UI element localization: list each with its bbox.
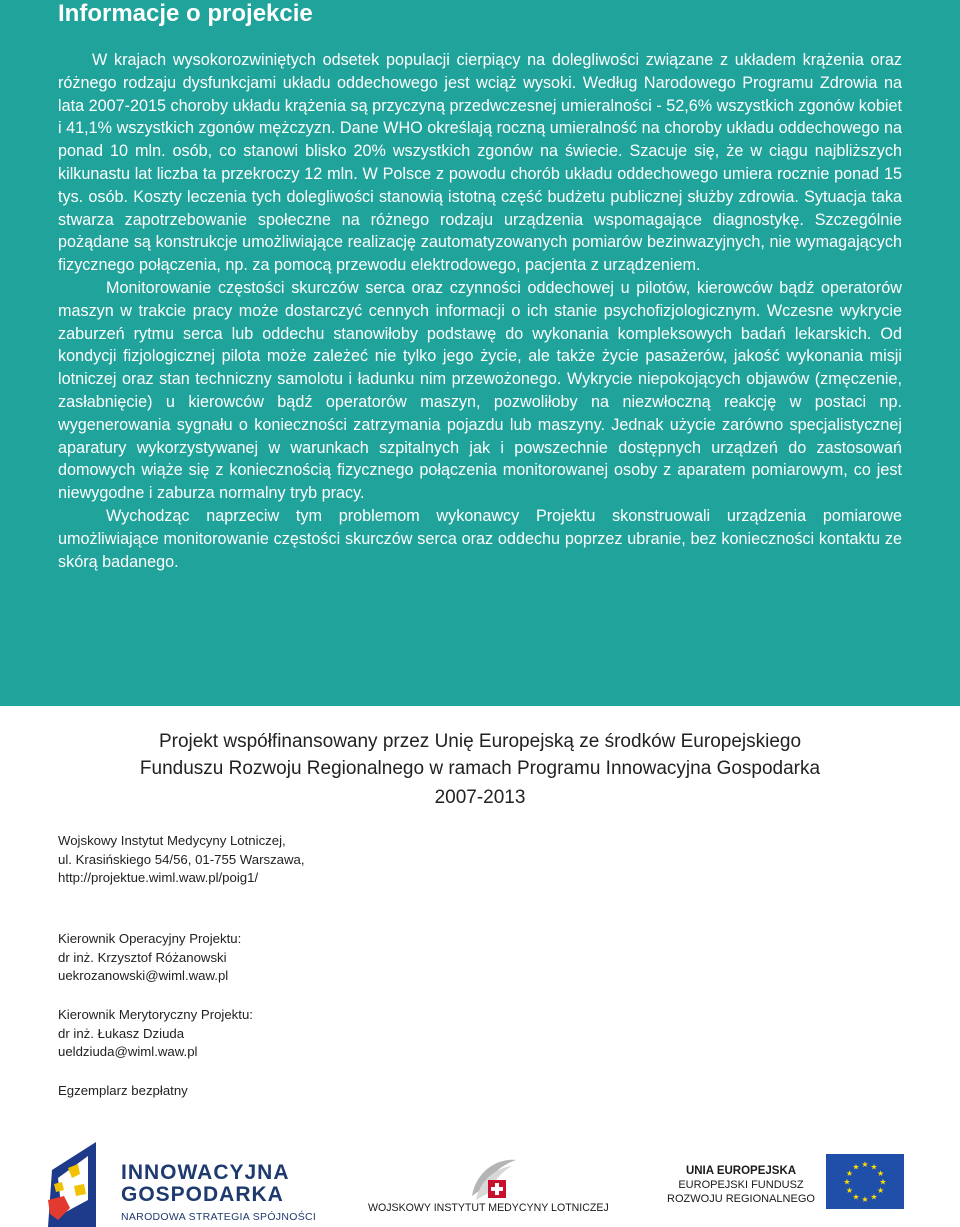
eu-label: [662, 1164, 820, 1206]
svg-text:★: ★: [870, 1192, 878, 1202]
institution-address: ul. Krasińskiego 54/56, 01-755 Warszawa,: [58, 851, 305, 867]
svg-text:★: ★: [852, 1162, 860, 1172]
eu-line-3: ROZWOJU REGIONALNEGO: [667, 1193, 815, 1205]
svg-text:★: ★: [861, 1195, 869, 1204]
operational-manager-block: [58, 930, 241, 986]
cofinancing-years: 2007-2013: [434, 787, 526, 808]
scientific-manager-role: Kierownik Merytoryczny Projektu:: [58, 1007, 253, 1022]
svg-text:★: ★: [877, 1168, 885, 1178]
eu-line-2: EUROPEJSKI FUNDUSZ: [678, 1179, 804, 1191]
cofinancing-line-1: Projekt współfinansowany przez Unię Europejską ze środków Europejskiego: [158, 731, 802, 752]
institution-url[interactable]: http://projektue.wiml.waw.pl/poig1/: [58, 870, 259, 886]
operational-manager-name: dr inż. Krzysztof Różanowski: [58, 949, 227, 965]
scientific-manager-email[interactable]: ueldziuda@wiml.waw.pl: [58, 1044, 198, 1060]
svg-text:★: ★: [852, 1192, 860, 1202]
innowacyjna-gospodarka-wordmark: [121, 1162, 316, 1224]
ig-line-3: NARODOWA STRATEGIA SPÓJNOŚCI: [121, 1211, 317, 1223]
ig-line-2: GOSPODARKA: [121, 1183, 284, 1206]
operational-manager-role: Kierownik Operacyjny Projektu:: [58, 931, 242, 946]
eu-flag-icon: [826, 1154, 904, 1209]
institution-name: Wojskowy Instytut Medycyny Lotniczej,: [58, 833, 286, 848]
svg-text:★: ★: [879, 1177, 887, 1187]
svg-text:★: ★: [870, 1162, 878, 1172]
wiml-caption: WOJSKOWY INSTYTUT MEDYCYNY LOTNICZEJ: [368, 1202, 609, 1214]
scientific-manager-block: [58, 1006, 253, 1062]
paragraph-1: W krajach wysokorozwiniętych odsetek populacji cierpiący na dolegliwości związane z układem krążenia oraz różnego rodzaju dysfunkcjami układu oddechowego jest wciąż wysoki. Według Narodowego Programu Zdrowia na lata 2007-2015 choroby układu krążenia są przyczyną przedwczesnej umieralności - 52,6% wszystkich zgonów kobiet i 41,1% wszystkich zgonów mężczyzn. Dane WHO określają roczną umieralność na choroby układu oddechowego na ponad 10 mln. osób, co stanowi blisko 20% wszystkich zgonów na świecie. Szacuje się, że w ciągu najbliższych kilkunastu lat liczba ta przekroczy 12 mln. W Polsce z powodu chorób układu oddechowego umiera rocznie ponad 15 tys. osób. Koszty leczenia tych dolegliwości stanowią istotną część budżetu publicznej służby zdrowia. Sytuacja taka stwarza zapotrzebowanie społeczne na różnego rodzaju urządzenia wspomagające diagnostykę. Szczególnie pożądane są konstrukcje umożliwiające realizację zautomatyzowanych pomiarów bezinwazyjnych, nie wymagających fizycznego połączenia, np. za pomocą przewodu elektrodowego, pacjenta z urządzeniem.: [58, 51, 902, 275]
svg-text:★: ★: [843, 1177, 851, 1187]
free-copy-note: [58, 1082, 188, 1101]
operational-manager-email[interactable]: uekrozanowski@wiml.waw.pl: [58, 968, 229, 984]
eu-line-1: UNIA EUROPEJSKA: [685, 1165, 797, 1177]
cofinancing-line-2: Funduszu Rozwoju Regionalnego w ramach Programu Innowacyjna Gospodarka: [139, 758, 821, 779]
ig-line-1: INNOWACYJNA: [121, 1161, 290, 1184]
page-title: Informacje o projekcie: [58, 0, 313, 27]
scientific-manager-name: dr inż. Łukasz Dziuda: [58, 1025, 185, 1041]
svg-text:★: ★: [861, 1160, 869, 1169]
paragraph-2: Monitorowanie częstości skurczów serca oraz czynności oddechowej u pilotów, kierowców bądź operatorów maszyn w trakcie pracy może dostarczyć cennych informacji o ich stanie psychofizjologicznym. Wczesne wykrycie zaburzeń rytmu serca lub oddechu stanowiłoby podstawę do wykonania kompleksowych badań lekarskich. Od kondycji fizjologicznej pilota może zależeć nie tylko jego życie, ale także życie pasażerów, jakość wykonania misji lotniczej oraz stan techniczny samolotu i ładunku nim przewożonego. Wykrycie niepokojących objawów (zmęczenie, zasłabnięcie) u kierowców bądź operatorów maszyn, pozwoliłoby na niezwłoczną reakcję w postaci np. wygenerowania sygnału o konieczności zatrzymania pojazdu lub maszyny. Jednak użycie zarówno specjalistycznej aparatury wykorzystywanej w warunkach szpitalnych jak i powszechnie dostępnych urządzeń do zastosowań domowych wiąże się z koniecznością fizycznego połączenia monitorowanej osoby z aparatem pomiarowym, co jest niewygodne i zaburza normalny tryb pracy.: [58, 278, 902, 503]
project-description: [58, 49, 902, 573]
svg-text:★: ★: [845, 1168, 853, 1178]
svg-text:★: ★: [877, 1186, 885, 1196]
wiml-emblem-icon: [462, 1150, 522, 1210]
paragraph-3: Wychodząc naprzeciw tym problemom wykonawcy Projektu skonstruowali urządzenia pomiarowe umożliwiające monitorowanie częstości skurczów serca oraz oddechu poprzez ubranie, bez konieczności kontaktu ze skórą badanego.: [58, 506, 902, 571]
institution-block: [58, 832, 305, 888]
svg-text:★: ★: [845, 1186, 853, 1196]
free-copy-label: Egzemplarz bezpłatny: [58, 1083, 188, 1098]
